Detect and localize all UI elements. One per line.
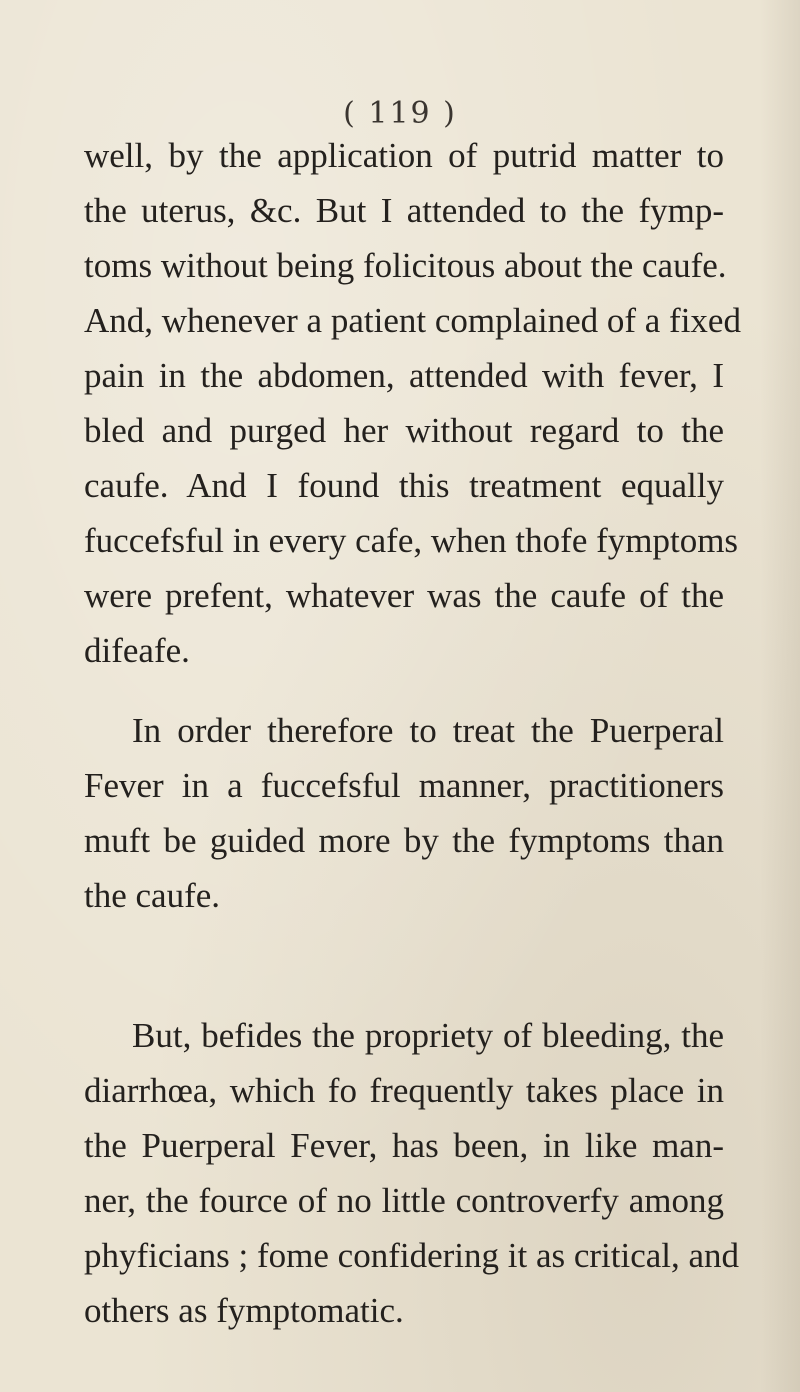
text-line: the Puerperal Fever, has been, in like man- xyxy=(84,1126,724,1165)
text-line: And, whenever a patient complained of a fixed xyxy=(84,301,741,340)
paragraph-1 xyxy=(84,128,741,678)
text-line: others as fymptomatic. xyxy=(84,1291,404,1330)
text-line: Fever in a fuccefsful manner, practitioners xyxy=(84,766,724,805)
text-line: diarrhœa, which fo frequently takes place in xyxy=(84,1071,724,1110)
page-edge-shadow xyxy=(760,0,800,1392)
text-line: well, by the application of putrid matter to xyxy=(84,136,724,175)
text-line: difeafe. xyxy=(84,631,190,670)
text-line: bled and purged her without regard to the xyxy=(84,411,724,450)
text-line: the caufe. xyxy=(84,876,221,915)
text-line: were prefent, whatever was the caufe of the xyxy=(84,576,724,615)
page-number: ( 119 ) xyxy=(343,96,457,131)
text-line: the uterus, &c. But I attended to the fymp- xyxy=(84,191,724,230)
text-line: muft be guided more by the fymptoms than xyxy=(84,821,724,860)
text-line: But, befides the propriety of bleeding, the xyxy=(132,1016,724,1055)
text-line: toms without being folicitous about the caufe. xyxy=(84,246,727,285)
text-line: pain in the abdomen, attended with fever, I xyxy=(84,356,724,395)
paragraph-3 xyxy=(84,1008,740,1338)
text-line: In order therefore to treat the Puerperal xyxy=(132,711,724,750)
text-line: fuccefsful in every cafe, when thofe fymptoms xyxy=(84,521,739,560)
paragraph-2 xyxy=(84,703,724,923)
text-line: ner, the fource of no little controverfy among xyxy=(84,1181,724,1220)
text-line: caufe. And I found this treatment equally xyxy=(84,466,724,505)
text-line: phyficians ; fome confidering it as critical, and xyxy=(84,1236,740,1275)
